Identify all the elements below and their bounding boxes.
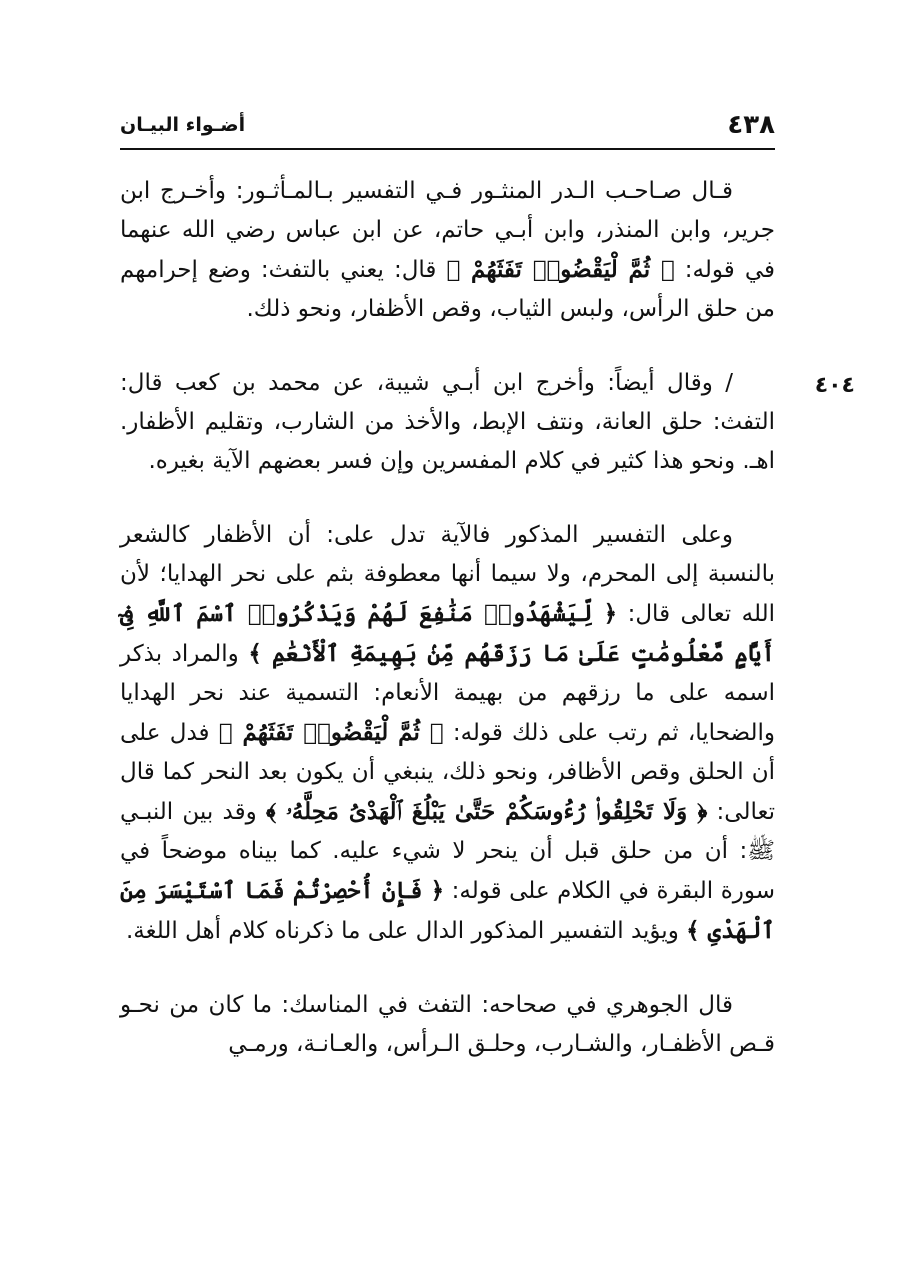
paragraph-3 [120, 516, 775, 951]
quran-verse-3: ﴿ ثُمَّ لْيَقْضُوا۟ تَفَثَهُمْ ﴾ [218, 719, 444, 746]
quran-verse-5: ﴿ فَإِنْ أُحْصِرْتُمْ فَمَا ٱسْتَيْسَرَ مِنَ ٱلْهَدْىِ ﴾ [120, 877, 775, 944]
paragraph-1 [120, 172, 775, 329]
paragraph-3-text-5: ويؤيد التفسير المذكور الدال على ما ذكرناه كلام أهل اللغة. [125, 918, 687, 944]
quran-verse-4: ﴿ وَلَا تَحْلِقُوا۟ رُءُوسَكُمْ حَتَّىٰ يَبْلُغَ ٱلْهَدْىُ مَحِلَّهُۥ ﴾ [265, 798, 708, 825]
paragraph-3-text-4: وقد بين النبـي ﷺ: أن من حلق قبل أن ينحر لا شيء عليه. كما بيناه موضحاً في سورة البقرة في الكلام على قوله: [120, 799, 776, 904]
margin-page-reference: ٤٠٤ [814, 373, 855, 398]
paragraph-4-text-1: قال الجوهري في صحاحه: التفث في المناسك: ما كان من نحـو قـص الأظفـار، والشـارب، وحلـق الـرأس، والعـانـة، ورمـي [120, 992, 775, 1057]
quran-verse-1: ﴿ ثُمَّ لْيَقْضُوا۟ تَفَثَهُمْ ﴾ [446, 256, 675, 283]
paragraph-4 [120, 986, 775, 1064]
running-header [120, 108, 775, 150]
book-title: أضـواء البيـان [120, 114, 246, 136]
paragraph-3-text-2: والمراد بذكر اسمه على ما رزقهم من بهيمة الأنعام: التسمية عند نحر الهدايا والضحايا، ثم رتب على ذلك قوله: [120, 641, 775, 746]
paragraph-1-text-1: قـال صـاحـب الـدر المنثـور فـي التفسير بـالمـأثـور: وأخـرج ابن جرير، وابن المنذر، وابن أبـي حاتم، عن ابن عباس رضي الله عنهما في قوله: [120, 178, 775, 283]
paragraph-2-text-1: / وقال أيضاً: وأخرج ابن أبـي شيبة، عن محمد بن كعب قال: التفث: حلق العانة، ونتف الإبط، والأخذ من الشارب، وتقليم الأظفار. اهـ. ونحو هذا كثير في كلام المفسرين وإن فسر بعضهم الآية بغيره. [120, 370, 775, 474]
quran-verse-2: ﴿ لِّيَشْهَدُوا۟ مَنَٰفِعَ لَهُمْ وَيَذْكُرُوا۟ ٱسْمَ ٱللَّهِ فِىٓ أَيَّامٍ مَّعْلُومَٰتٍ عَلَىٰ مَا رَزَقَهُم مِّنۢ بَهِيمَةِ ٱلْأَنْعَٰمِ ﴾ [120, 600, 775, 667]
page-body [120, 172, 855, 1064]
paragraph-3-text-1: وعلى التفسير المذكور فالآية تدل على: أن الأظفار كالشعر بالنسبة إلى المحرم، ولا سيما أنها معطوفة بثم على نحر الهدايا؛ لأن الله تعالى قال: [120, 522, 775, 627]
paragraph-2 [120, 364, 855, 481]
paragraph-3-text-3: فدل على أن الحلق وقص الأظافر، ونحو ذلك، ينبغي أن يكون بعد النحر كما قال تعالى: [120, 720, 775, 825]
page-number: ٤٣٨ [727, 110, 775, 140]
paragraph-1-text-2: قال: يعني بالتفث: وضع إحرامهم من حلق الرأس، ولبس الثياب، وقص الأظفار، ونحو ذلك. [120, 257, 775, 322]
